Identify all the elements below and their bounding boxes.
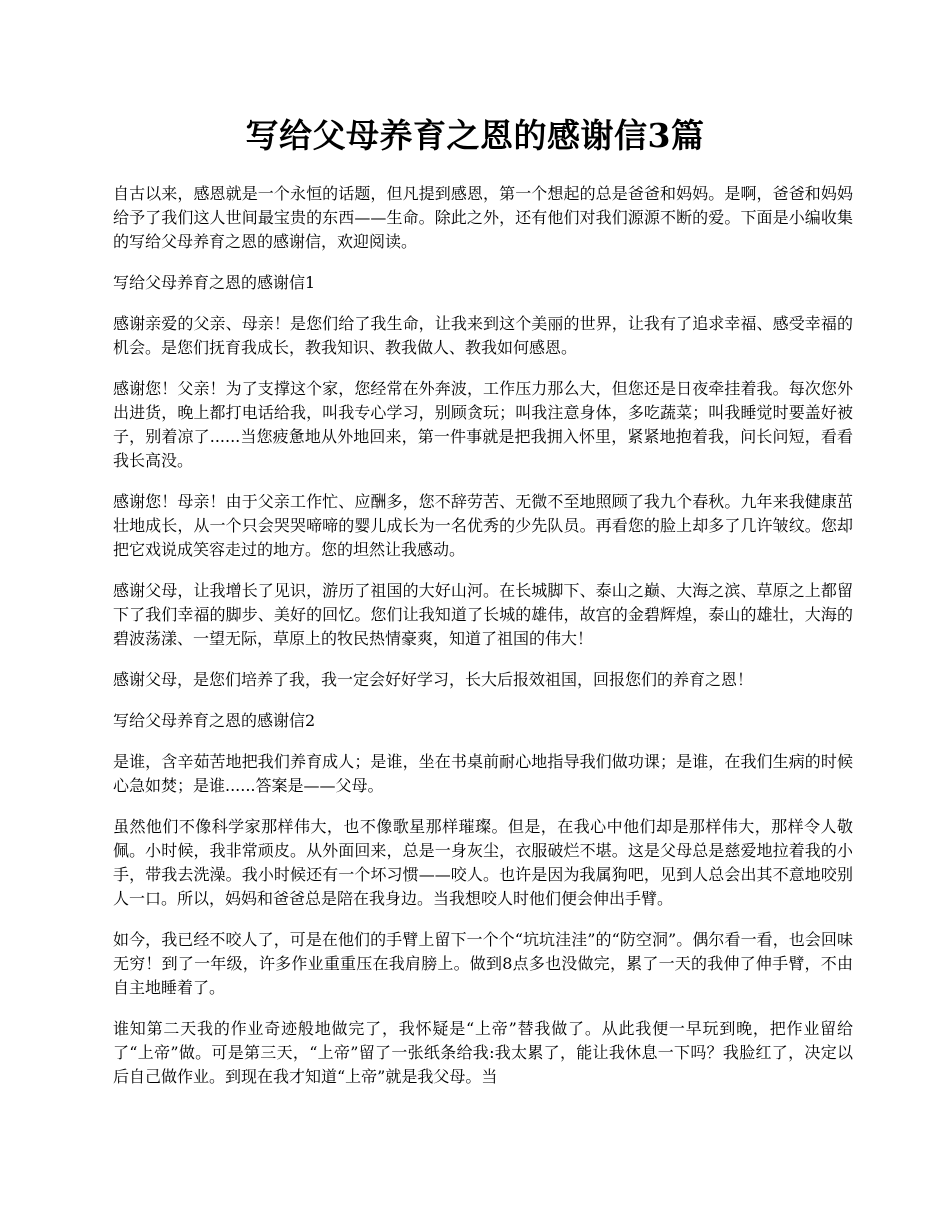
intro-paragraph: 自古以来，感恩就是一个永恒的话题，但凡提到感恩，第一个想起的总是爸爸和妈妈。是啊，爸爸和妈妈给予了我们这人世间最宝贵的东西——生命。除此之外，还有他们对我们源源不断的爱。下面是小编收集的写给父母养育之恩的感谢信，欢迎阅读。 xyxy=(113,184,853,251)
body-paragraph: 感谢父母，是您们培养了我，我一定会好好学习，长大后报效祖国，回报您们的养育之恩！ xyxy=(113,670,754,689)
body-paragraph: 虽然他们不像科学家那样伟大，也不像歌星那样璀璨。但是，在我心中他们却是那样伟大，那样令人敬佩。小时候，我非常顽皮。从外面回来，总是一身灰尘，衣服破烂不堪。这是父母总是慈爱地拉着我的小手，带我去洗澡。我小时候还有一个坏习惯——咬人。也许是因为我属狗吧，见到人总会出其不意地咬别人一口。所以，妈妈和爸爸总是陪在我身边。当我想咬人时他们便会伸出手臂。 xyxy=(113,817,853,908)
body-paragraph: 感谢父母，让我增长了见识，游历了祖国的大好山河。在长城脚下、泰山之巅、大海之滨、草原之上都留下了我们幸福的脚步、美好的回忆。您们让我知道了长城的雄伟，故宫的金碧辉煌，泰山的雄壮，大海的碧波荡漾、一望无际，草原上的牧民热情豪爽，知道了祖国的伟大！ xyxy=(113,581,853,648)
body-paragraph: 感谢您！母亲！由于父亲工作忙、应酬多，您不辞劳苦、无微不至地照顾了我九个春秋。九年来我健康茁壮地成长，从一个只会哭哭啼啼的婴儿成长为一名优秀的少先队员。再看您的脸上却多了几许皱纹。您却把它戏说成笑容走过的地方。您的坦然让我感动。 xyxy=(113,492,853,559)
document-title: 写给父母养育之恩的感谢信3篇 xyxy=(245,116,705,155)
body-paragraph: 感谢亲爱的父亲、母亲！是您们给了我生命，让我来到这个美丽的世界，让我有了追求幸福、感受幸福的机会。是您们抚育我成长，教我知识、教我做人、教我如何感恩。 xyxy=(113,314,853,357)
section-heading-1: 写给父母养育之恩的感谢信1 xyxy=(113,273,316,292)
body-paragraph: 感谢您！父亲！为了支撑这个家，您经常在外奔波，工作压力那么大，但您还是日夜牵挂着我。每次您外出进货，晚上都打电话给我，叫我专心学习，别顾贪玩；叫我注意身体，多吃蔬菜；叫我睡觉时要盖好被子，别着凉了......当您疲惫地从外地回来，第一件事就是把我拥入怀里，紧紧地抱着我，问长问短，看看我长高没。 xyxy=(113,379,853,470)
document-body xyxy=(113,182,853,1106)
section-heading-2: 写给父母养育之恩的感谢信2 xyxy=(113,711,316,730)
body-paragraph: 谁知第二天我的作业奇迹般地做完了，我怀疑是“上帝”替我做了。从此我便一早玩到晚，把作业留给了“上帝”做。可是第三天，“上帝”留了一张纸条给我:我太累了，能让我休息一下吗？我脸红了，决定以后自己做作业。到现在我才知道“上帝”就是我父母。当 xyxy=(113,1019,853,1086)
body-paragraph: 是谁，含辛茹苦地把我们养育成人；是谁，坐在书桌前耐心地指导我们做功课；是谁，在我们生病的时候心急如焚；是谁......答案是——父母。 xyxy=(113,752,853,795)
body-paragraph: 如今，我已经不咬人了，可是在他们的手臂上留下一个个“坑坑洼洼”的“防空洞”。偶尔看一看，也会回味无穷！到了一年级，许多作业重重压在我肩膀上。做到8点多也没做完，累了一天的我伸了伸手臂，不由自主地睡着了。 xyxy=(113,930,853,997)
